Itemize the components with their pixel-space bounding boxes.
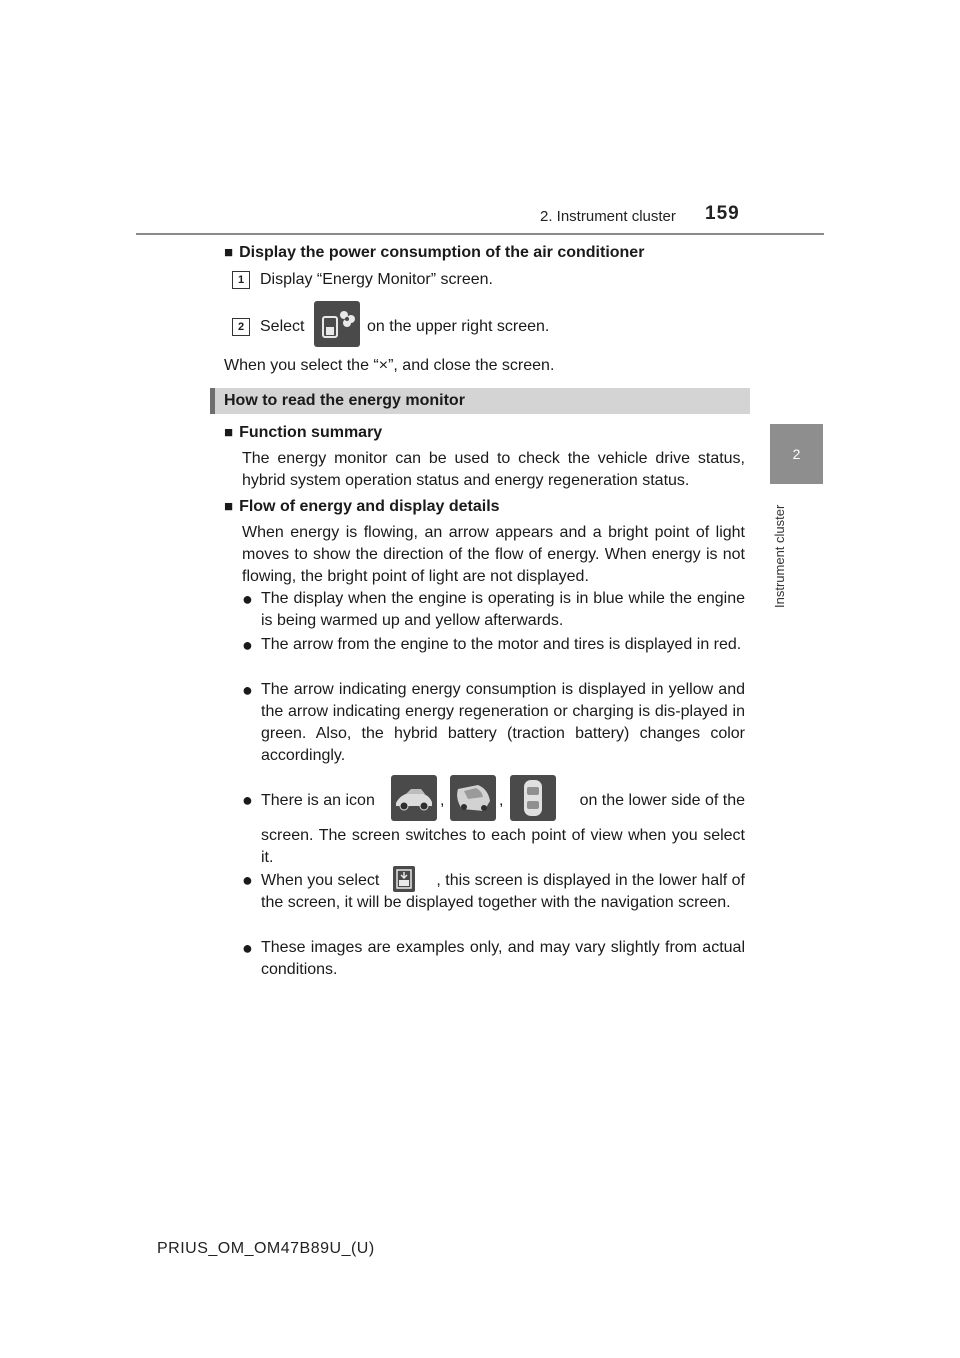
chapter-tab: 2 [770, 424, 823, 484]
round-bullet-icon: ● [242, 938, 253, 958]
page-number: 159 [705, 203, 740, 224]
function-summary-heading [224, 422, 382, 444]
car-angled-view-icon [450, 775, 496, 821]
car-side-view-icon [391, 775, 437, 821]
step-1-text: Display “Energy Monitor” screen. [260, 271, 493, 288]
ac-heading-text: Display the power consumption of the air conditioner [239, 244, 645, 261]
round-bullet-icon: ● [242, 870, 253, 890]
bullet-4-rest: screen. The screen switches to each point of view when you select it. [261, 827, 745, 866]
header-section-title: 2. Instrument cluster [540, 208, 676, 225]
document-id: PRIUS_OM_OM47B89U_(U) [157, 1240, 375, 1257]
step-2-suffix: on the upper right screen. [367, 318, 550, 335]
list-item-text: These images are examples only, and may vary slightly from actual conditions. [261, 939, 745, 978]
round-bullet-icon: ● [242, 589, 253, 609]
section-header-bar [210, 388, 750, 414]
ac-heading [224, 242, 644, 264]
close-note: When you select the “×”, and close the screen. [224, 357, 555, 374]
bullet-4-separator: , [499, 792, 504, 809]
header-rule [136, 233, 824, 235]
square-bullet-icon: ■ [224, 424, 234, 441]
chapter-tab-label: Instrument cluster [772, 504, 787, 608]
list-item [242, 937, 745, 981]
bullet-5-suffix: , this screen is displayed in the lower half of [436, 872, 745, 889]
bullet-5-rest: the screen, it will be displayed together with the navigation screen. [261, 894, 731, 911]
flow-heading [224, 496, 500, 518]
flow-intro: When energy is flowing, an arrow appears and a bright point of light moves to show the direction of the flow of energy. When energy is not flowing, the bright point of light are not displayed. [242, 524, 745, 585]
ac-energy-monitor-icon [314, 301, 360, 347]
flow-heading-text: Flow of energy and display details [239, 498, 500, 515]
function-summary-text: The energy monitor can be used to check the vehicle drive status, hybrid system operation status and energy regeneration status. [242, 450, 745, 489]
list-item [242, 588, 745, 632]
round-bullet-icon: ● [242, 680, 253, 700]
bullet-4-prefix: There is an icon [261, 792, 375, 809]
step-2-prefix: Select [260, 318, 305, 335]
bullet-5-prefix: When you select [261, 872, 380, 889]
bullet-4-separator: , [440, 792, 445, 809]
bullet-4-suffix: on the lower side of the [579, 792, 745, 809]
step-number-2: 2 [232, 318, 250, 336]
chapter-tab-label-wrap [772, 490, 792, 610]
list-item-text: The arrow indicating energy consumption is displayed in yellow and the arrow indicating energy regeneration or charging is dis-played in green. Also, the hybrid battery (traction battery) changes color accordingly. [261, 681, 745, 764]
list-item [242, 634, 745, 678]
list-item [242, 679, 745, 767]
split-screen-icon [393, 866, 415, 892]
car-top-view-icon [510, 775, 556, 821]
function-summary-heading-text: Function summary [239, 424, 383, 441]
step-number-1: 1 [232, 271, 250, 289]
round-bullet-icon: ● [242, 635, 253, 655]
square-bullet-icon: ■ [224, 244, 234, 261]
section-title: How to read the energy monitor [224, 392, 465, 409]
round-bullet-icon: ● [242, 790, 253, 810]
list-item-text: The display when the engine is operating is in blue while the engine is being warmed up and yellow afterwards. [261, 590, 745, 629]
list-item-text: The arrow from the engine to the motor and tires is displayed in red. [261, 636, 742, 653]
square-bullet-icon: ■ [224, 498, 234, 515]
